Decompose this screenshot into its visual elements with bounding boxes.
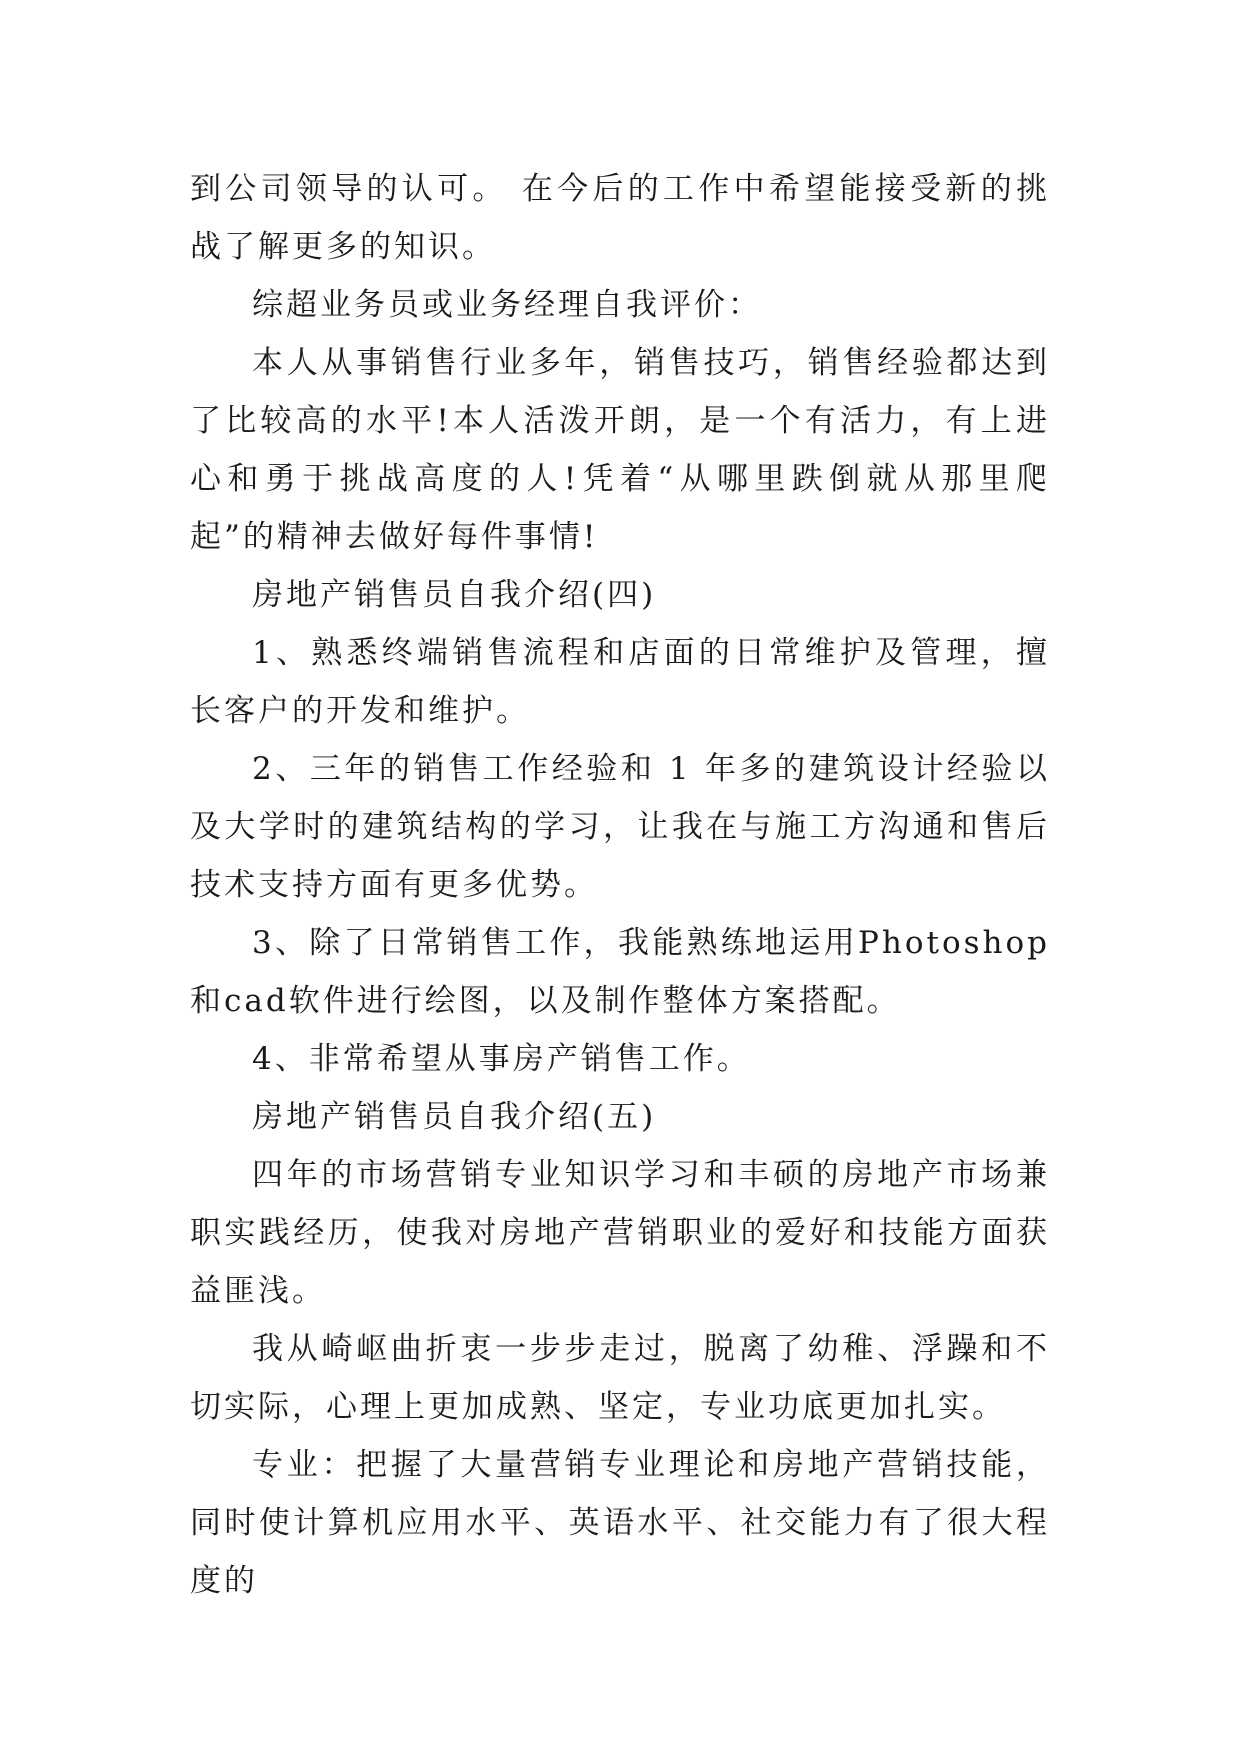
paragraph-professional: 专业：把握了大量营销专业理论和房地产营销技能，同时使计算机应用水平、英语水平、社交能力有了很大程度的 (190, 1447, 1050, 1599)
list-item-3: 3、除了日常销售工作，我能熟练地运用Photoshop和cad软件进行绘图，以及制作整体方案搭配。 (190, 925, 1050, 1019)
section-heading-five: 房地产销售员自我介绍(五) (252, 1099, 657, 1135)
list-item-1: 1、熟悉终端销售流程和店面的日常维护及管理，擅长客户的开发和维护。 (190, 635, 1050, 729)
list-item-4: 4、非常希望从事房产销售工作。 (252, 1041, 751, 1077)
list-item-2: 2、三年的销售工作经验和 1 年多的建筑设计经验以及大学时的建筑结构的学习，让我在与施工方沟通和售后技术支持方面有更多优势。 (190, 751, 1050, 903)
document-page (190, 160, 1050, 1610)
paragraph-study-experience: 四年的市场营销专业知识学习和丰硕的房地产市场兼职实践经历，使我对房地产营销职业的爱好和技能方面获益匪浅。 (190, 1157, 1050, 1309)
paragraph-self-evaluation: 本人从事销售行业多年，销售技巧，销售经验都达到了比较高的水平!本人活泼开朗，是一个有活力，有上进心和勇于挑战高度的人!凭着“从哪里跌倒就从那里爬起”的精神去做好每件事情! (190, 345, 1050, 555)
paragraph-continuation: 到公司领导的认可。 在今后的工作中希望能接受新的挑战了解更多的知识。 (190, 171, 1050, 265)
section-heading-four: 房地产销售员自我介绍(四) (252, 577, 657, 613)
paragraph-heading-evaluation: 综超业务员或业务经理自我评价： (252, 287, 762, 323)
paragraph-growth: 我从崎岖曲折衷一步步走过，脱离了幼稚、浮躁和不切实际，心理上更加成熟、坚定，专业功底更加扎实。 (190, 1331, 1050, 1425)
